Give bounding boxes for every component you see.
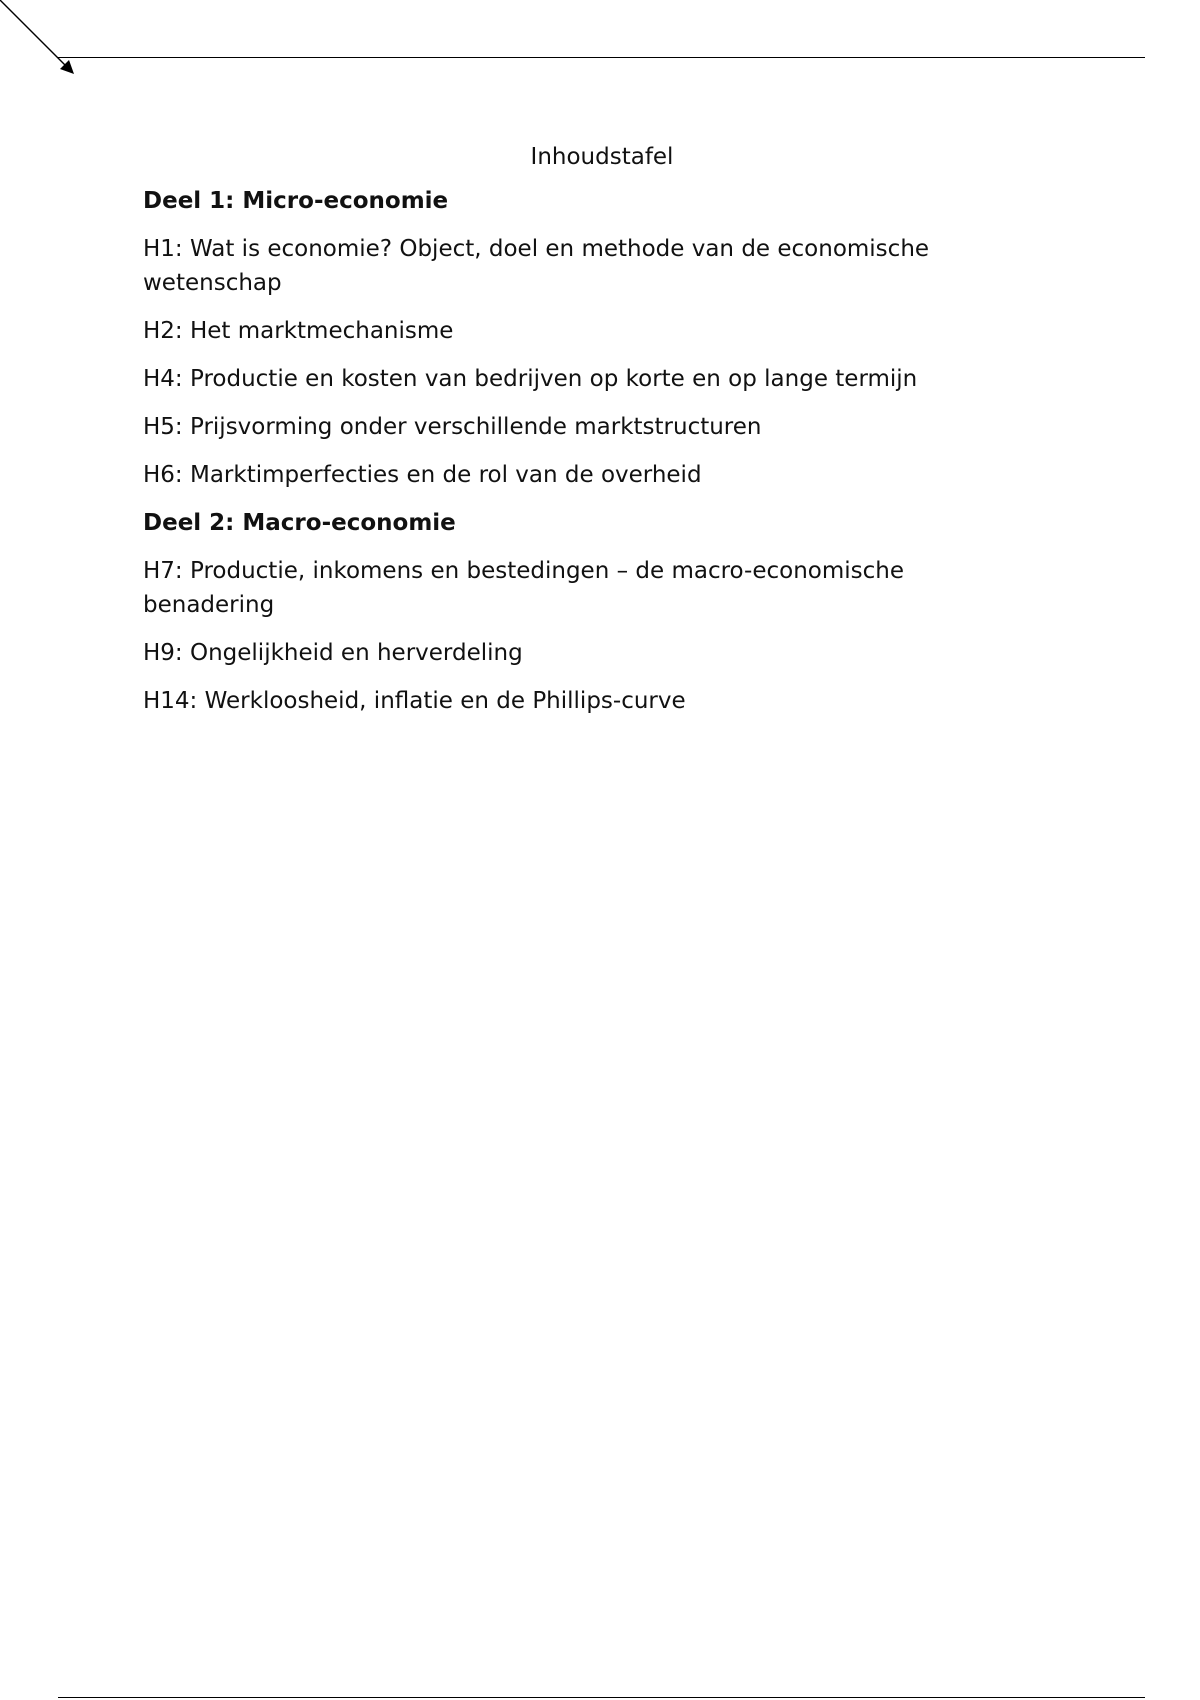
- corner-arrow-icon: [0, 0, 90, 90]
- toc-chapter-entry: H6: Marktimperfecties en de rol van de overheid: [143, 462, 702, 488]
- header-rule: [58, 57, 1145, 58]
- table-of-contents: [143, 140, 1023, 732]
- toc-title: Inhoudstafel: [530, 144, 674, 170]
- toc-chapter-entry: H9: Ongelijkheid en herverdeling: [143, 640, 523, 666]
- toc-chapter-entry: H1: Wat is economie? Object, doel en methode van de economische wetenschap: [143, 236, 930, 296]
- toc-part-heading: Deel 1: Micro-economie: [143, 188, 449, 214]
- toc-chapter-entry: H14: Werkloosheid, inflatie en de Phillips-curve: [143, 688, 686, 714]
- toc-chapter-entry: H4: Productie en kosten van bedrijven op korte en op lange termijn: [143, 366, 918, 392]
- toc-chapter-entry: H7: Productie, inkomens en bestedingen – de macro-economische benadering: [143, 558, 905, 618]
- toc-chapter-entry: H2: Het marktmechanisme: [143, 318, 454, 344]
- toc-chapter-entry: H5: Prijsvorming onder verschillende marktstructuren: [143, 414, 762, 440]
- toc-part-heading: Deel 2: Macro-economie: [143, 510, 456, 536]
- footer-rule: [58, 1697, 1145, 1698]
